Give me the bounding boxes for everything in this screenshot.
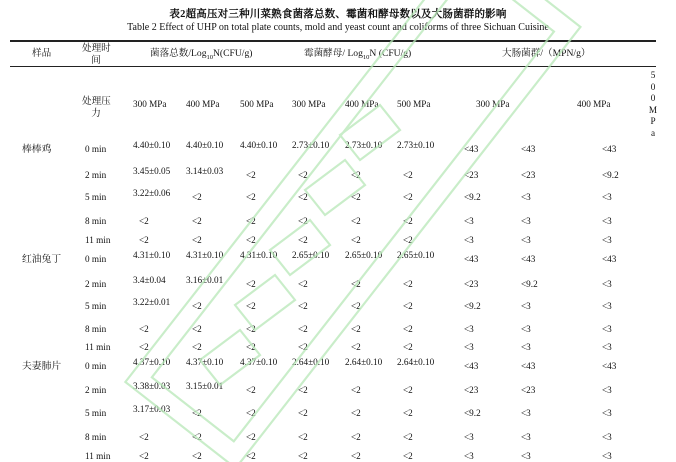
cell-tpc-500: <2 bbox=[246, 170, 256, 180]
cell-coli-400: <3 bbox=[521, 235, 531, 245]
cell-tpc-300: <2 bbox=[139, 216, 149, 226]
cell-mold-400: 2.64±0.10 bbox=[345, 357, 383, 367]
cell-mold-400: <2 bbox=[351, 324, 361, 334]
cell-coli-300: <3 bbox=[464, 432, 474, 442]
cell-coli-300: <3 bbox=[464, 451, 474, 461]
cell-mold-300: <2 bbox=[298, 301, 308, 311]
cell-coli-400: <43 bbox=[521, 254, 536, 264]
cell-tpc-500: <2 bbox=[246, 385, 256, 395]
cell-coli-500: <3 bbox=[602, 324, 612, 334]
cell-mold-500: <2 bbox=[403, 342, 413, 352]
row-sample-name: 夫妻肺片 bbox=[22, 361, 62, 372]
cell-mold-300: <2 bbox=[298, 408, 308, 418]
row-sample-name: 棒棒鸡 bbox=[22, 144, 52, 155]
cell-mold-500: <2 bbox=[403, 235, 413, 245]
cell-tpc-300: <2 bbox=[139, 342, 149, 352]
cell-coli-400: <23 bbox=[521, 385, 536, 395]
top-rule bbox=[10, 40, 656, 42]
row-time: 8 min bbox=[85, 432, 107, 442]
cell-mold-500: 2.73±0.10 bbox=[397, 140, 435, 150]
row-time: 11 min bbox=[85, 451, 111, 461]
cell-coli-500: <3 bbox=[602, 451, 612, 461]
cell-coli-500: <43 bbox=[602, 144, 617, 154]
cell-coli-300: <9.2 bbox=[464, 301, 481, 311]
cell-coli-400: <9.2 bbox=[521, 279, 538, 289]
row-time: 8 min bbox=[85, 324, 107, 334]
vertical-char: 0 bbox=[650, 93, 656, 104]
cell-mold-300: <2 bbox=[298, 216, 308, 226]
vertical-char: 0 bbox=[650, 81, 656, 92]
cell-tpc-400: <2 bbox=[192, 301, 202, 311]
cell-mold-300: 2.73±0.10 bbox=[292, 140, 330, 150]
cell-mold-400: <2 bbox=[351, 301, 361, 311]
cell-coli-500: <3 bbox=[602, 279, 612, 289]
cell-coli-400: <3 bbox=[521, 216, 531, 226]
cell-tpc-400: <2 bbox=[192, 432, 202, 442]
cell-mold-400: <2 bbox=[351, 451, 361, 461]
cell-mold-500: <2 bbox=[403, 385, 413, 395]
header-time-line2: 间 bbox=[91, 55, 101, 66]
cell-tpc-400: <2 bbox=[192, 451, 202, 461]
cell-mold-300: <2 bbox=[298, 385, 308, 395]
cell-mold-500: <2 bbox=[403, 432, 413, 442]
cell-tpc-400: 4.37±0.10 bbox=[186, 357, 224, 367]
cell-coli-300: <43 bbox=[464, 361, 479, 371]
header-coliforms: 大肠菌群/（MPN/g） bbox=[502, 48, 591, 59]
cell-coli-500: <3 bbox=[602, 192, 612, 202]
cell-tpc-300: 3.38±0.03 bbox=[133, 381, 171, 391]
cell-mold-500: <2 bbox=[403, 324, 413, 334]
vertical-char: M bbox=[648, 104, 658, 115]
cell-tpc-500: <2 bbox=[246, 301, 256, 311]
cell-tpc-300: <2 bbox=[139, 432, 149, 442]
cell-tpc-500: <2 bbox=[246, 342, 256, 352]
cell-coli-300: <9.2 bbox=[464, 192, 481, 202]
cell-coli-400: <3 bbox=[521, 408, 531, 418]
cell-tpc-500: <2 bbox=[246, 432, 256, 442]
cell-coli-300: <3 bbox=[464, 324, 474, 334]
vertical-char: a bbox=[650, 127, 656, 138]
cell-coli-500: <43 bbox=[602, 254, 617, 264]
cell-tpc-300: 4.31±0.10 bbox=[133, 250, 171, 260]
cell-mold-300: 2.64±0.10 bbox=[292, 357, 330, 367]
cell-mold-400: <2 bbox=[351, 235, 361, 245]
row-time: 5 min bbox=[85, 301, 107, 311]
cell-tpc-400: <2 bbox=[192, 342, 202, 352]
cell-tpc-300: 4.37±0.10 bbox=[133, 357, 171, 367]
header-mold-yeast: 霉菌酵母/ Log$_{10}$N (CFU/g) bbox=[304, 48, 412, 61]
cell-mold-500: <2 bbox=[403, 279, 413, 289]
cell-mold-400: <2 bbox=[351, 170, 361, 180]
row-sample-name: 红油兔丁 bbox=[22, 254, 62, 265]
cell-coli-500: <9.2 bbox=[602, 170, 619, 180]
cell-mold-300: <2 bbox=[298, 279, 308, 289]
cell-mold-400: 2.73±0.10 bbox=[345, 140, 383, 150]
cell-mold-300: <2 bbox=[298, 192, 308, 202]
cell-mold-500: <2 bbox=[403, 408, 413, 418]
cell-tpc-500: 4.40±0.10 bbox=[240, 140, 278, 150]
row-time: 11 min bbox=[85, 342, 111, 352]
cell-mold-500: <2 bbox=[403, 301, 413, 311]
cell-mold-400: <2 bbox=[351, 385, 361, 395]
cell-coli-300: <23 bbox=[464, 385, 479, 395]
cell-tpc-500: <2 bbox=[246, 192, 256, 202]
cell-coli-500: <3 bbox=[602, 301, 612, 311]
header-rule bbox=[10, 66, 656, 67]
header-total-plate-count: 菌落总数/Log$_{10}$N(CFU/g) bbox=[150, 48, 253, 61]
table-title-cn: 表2超高压对三种川菜熟食菌落总数、霉菌和酵母数以及大肠菌群的影响 bbox=[169, 9, 507, 20]
cell-coli-400: <23 bbox=[521, 170, 536, 180]
header-coli-500-vertical bbox=[648, 70, 658, 140]
row-time: 8 min bbox=[85, 216, 107, 226]
row-time: 2 min bbox=[85, 170, 107, 180]
table-title-en: Table 2 Effect of UHP on total plate counts, mold and yeast count and coliforms of three Sichuan Cuisine bbox=[127, 22, 549, 33]
cell-coli-500: <3 bbox=[602, 216, 612, 226]
cell-mold-300: <2 bbox=[298, 451, 308, 461]
header-pressure-line2: 力 bbox=[91, 108, 101, 119]
cell-coli-500: <3 bbox=[602, 432, 612, 442]
cell-coli-500: <3 bbox=[602, 235, 612, 245]
cell-tpc-400: <2 bbox=[192, 216, 202, 226]
cell-tpc-400: 3.14±0.03 bbox=[186, 166, 224, 176]
cell-tpc-500: 4.37±0.10 bbox=[240, 357, 278, 367]
row-time: 5 min bbox=[85, 408, 107, 418]
cell-coli-300: <43 bbox=[464, 254, 479, 264]
header-coli-400: 400 MPa bbox=[577, 99, 611, 109]
cell-tpc-500: <2 bbox=[246, 451, 256, 461]
header-mold-300: 300 MPa bbox=[292, 99, 326, 109]
cell-coli-300: <23 bbox=[464, 170, 479, 180]
cell-tpc-300: <2 bbox=[139, 324, 149, 334]
row-time: 2 min bbox=[85, 279, 107, 289]
cell-mold-400: <2 bbox=[351, 279, 361, 289]
row-time: 11 min bbox=[85, 235, 111, 245]
cell-coli-400: <43 bbox=[521, 361, 536, 371]
cell-coli-300: <3 bbox=[464, 216, 474, 226]
cell-coli-300: <3 bbox=[464, 235, 474, 245]
cell-tpc-400: 4.40±0.10 bbox=[186, 140, 224, 150]
cell-mold-300: <2 bbox=[298, 342, 308, 352]
cell-tpc-300: 3.22±0.06 bbox=[133, 188, 171, 198]
cell-tpc-400: 4.31±0.10 bbox=[186, 250, 224, 260]
cell-mold-300: 2.65±0.10 bbox=[292, 250, 330, 260]
cell-tpc-500: <2 bbox=[246, 279, 256, 289]
header-time-line1: 处理时 bbox=[82, 43, 111, 54]
cell-tpc-400: <2 bbox=[192, 192, 202, 202]
cell-mold-300: <2 bbox=[298, 235, 308, 245]
header-tpc-300: 300 MPa bbox=[133, 99, 167, 109]
cell-mold-400: <2 bbox=[351, 216, 361, 226]
cell-coli-300: <23 bbox=[464, 279, 479, 289]
cell-tpc-400: 3.16±0.01 bbox=[186, 275, 224, 285]
cell-coli-400: <3 bbox=[521, 432, 531, 442]
cell-mold-500: 2.64±0.10 bbox=[397, 357, 435, 367]
cell-mold-300: <2 bbox=[298, 170, 308, 180]
cell-mold-400: <2 bbox=[351, 432, 361, 442]
cell-coli-400: <3 bbox=[521, 342, 531, 352]
cell-coli-400: <3 bbox=[521, 301, 531, 311]
header-mold-400: 400 MPa bbox=[345, 99, 379, 109]
cell-mold-400: <2 bbox=[351, 408, 361, 418]
cell-tpc-300: 3.4±0.04 bbox=[133, 275, 166, 285]
cell-tpc-500: <2 bbox=[246, 324, 256, 334]
vertical-char: P bbox=[650, 116, 656, 127]
cell-mold-500: <2 bbox=[403, 170, 413, 180]
header-tpc-400: 400 MPa bbox=[186, 99, 220, 109]
cell-coli-400: <3 bbox=[521, 324, 531, 334]
row-time: 5 min bbox=[85, 192, 107, 202]
cell-coli-300: <9.2 bbox=[464, 408, 481, 418]
cell-tpc-300: 3.17±0.03 bbox=[133, 404, 171, 414]
cell-tpc-300: 3.22±0.01 bbox=[133, 297, 171, 307]
cell-coli-400: <43 bbox=[521, 144, 536, 154]
cell-coli-400: <3 bbox=[521, 451, 531, 461]
cell-tpc-500: <2 bbox=[246, 408, 256, 418]
cell-mold-300: <2 bbox=[298, 324, 308, 334]
cell-mold-300: <2 bbox=[298, 432, 308, 442]
cell-coli-300: <43 bbox=[464, 144, 479, 154]
cell-mold-500: <2 bbox=[403, 216, 413, 226]
cell-mold-500: 2.65±0.10 bbox=[397, 250, 435, 260]
cell-mold-400: 2.65±0.10 bbox=[345, 250, 383, 260]
cell-tpc-400: <2 bbox=[192, 235, 202, 245]
row-time: 0 min bbox=[85, 144, 107, 154]
cell-tpc-400: 3.15±0.01 bbox=[186, 381, 224, 391]
header-mold-500: 500 MPa bbox=[397, 99, 431, 109]
cell-tpc-300: <2 bbox=[139, 235, 149, 245]
cell-tpc-400: <2 bbox=[192, 324, 202, 334]
cell-coli-300: <3 bbox=[464, 342, 474, 352]
cell-tpc-300: <2 bbox=[139, 451, 149, 461]
row-time: 0 min bbox=[85, 361, 107, 371]
cell-coli-400: <3 bbox=[521, 192, 531, 202]
row-time: 0 min bbox=[85, 254, 107, 264]
cell-coli-500: <3 bbox=[602, 408, 612, 418]
header-sample: 样品 bbox=[32, 48, 52, 59]
cell-tpc-400: <2 bbox=[192, 408, 202, 418]
cell-tpc-500: 4.31±0.10 bbox=[240, 250, 278, 260]
header-coli-300: 300 MPa bbox=[476, 99, 510, 109]
cell-coli-500: <43 bbox=[602, 361, 617, 371]
cell-tpc-300: 4.40±0.10 bbox=[133, 140, 171, 150]
cell-tpc-300: 3.45±0.05 bbox=[133, 166, 171, 176]
header-pressure-line1: 处理压 bbox=[82, 96, 111, 107]
cell-mold-400: <2 bbox=[351, 342, 361, 352]
cell-mold-500: <2 bbox=[403, 192, 413, 202]
vertical-char: 5 bbox=[650, 70, 656, 80]
cell-coli-500: <3 bbox=[602, 385, 612, 395]
cell-tpc-500: <2 bbox=[246, 216, 256, 226]
row-time: 2 min bbox=[85, 385, 107, 395]
header-tpc-500: 500 MPa bbox=[240, 99, 274, 109]
cell-mold-400: <2 bbox=[351, 192, 361, 202]
cell-mold-500: <2 bbox=[403, 451, 413, 461]
cell-coli-500: <3 bbox=[602, 342, 612, 352]
cell-tpc-500: <2 bbox=[246, 235, 256, 245]
